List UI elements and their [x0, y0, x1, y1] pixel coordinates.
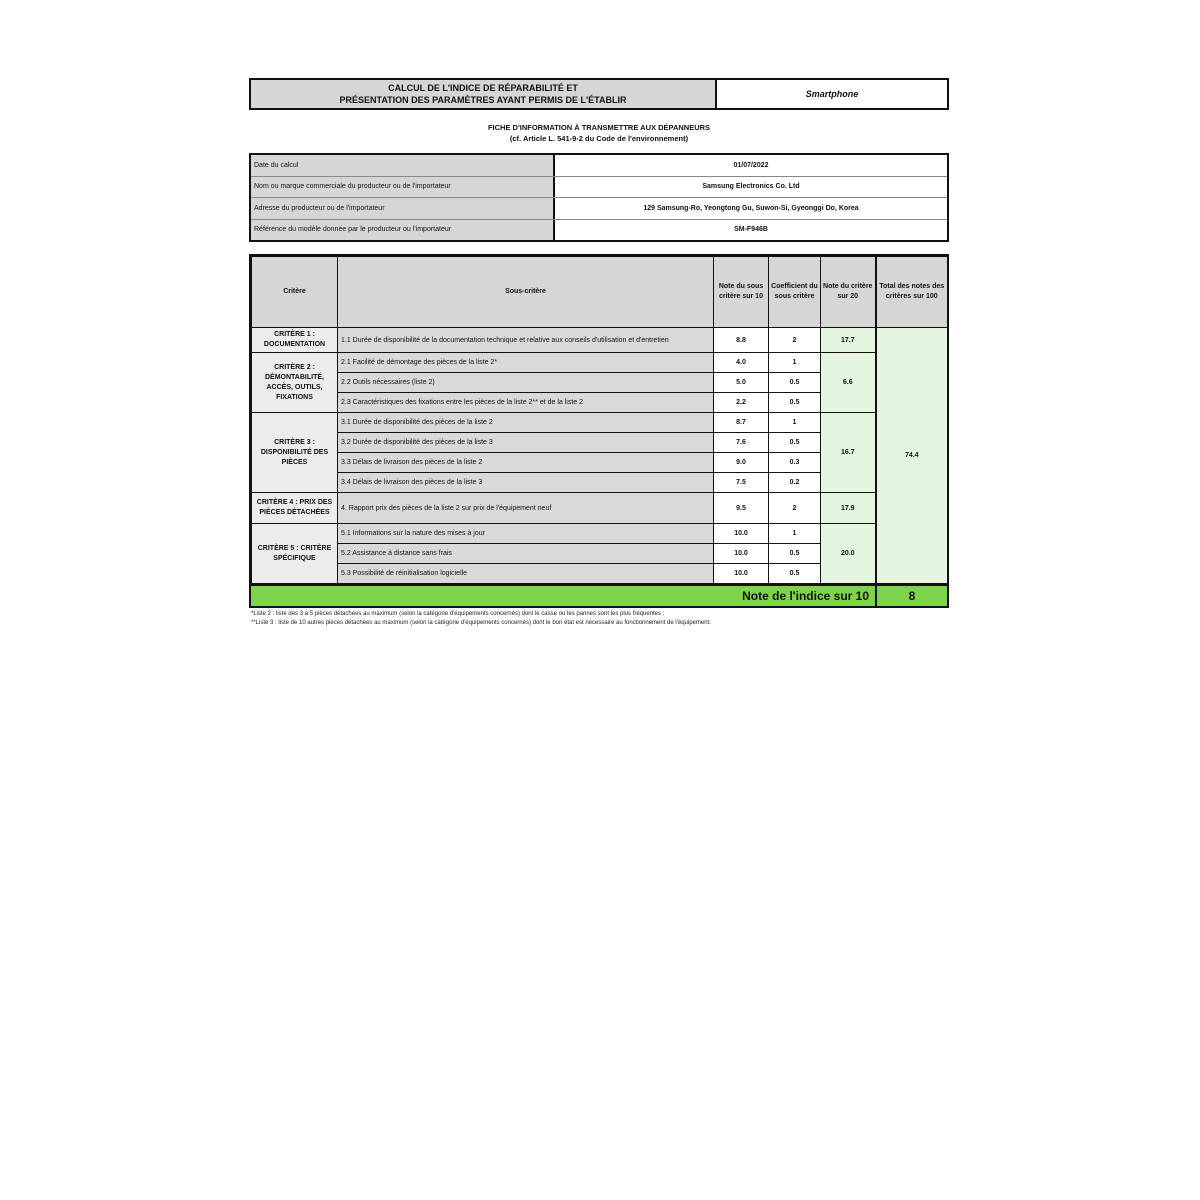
subcriterion-coef: 0.5 — [769, 433, 821, 453]
subcriterion-note: 10.0 — [714, 524, 769, 544]
index-score-bar — [251, 584, 947, 606]
info-label: Date du calcul — [251, 155, 555, 176]
subcriterion-coef: 0.5 — [769, 544, 821, 564]
producer-info-table — [249, 153, 949, 242]
repairability-sheet — [249, 78, 949, 628]
header-total: Total des notes des critères sur 100 — [876, 257, 948, 328]
subcriterion-coef: 2 — [769, 493, 821, 524]
subcriterion-label: 3.4 Délais de livraison des pièces de la liste 3 — [338, 473, 714, 493]
info-row — [251, 197, 947, 219]
subcriterion-label: 2.2 Outils nécessaires (liste 2) — [338, 373, 714, 393]
subcriterion-coef: 1 — [769, 413, 821, 433]
subcriterion-label: 2.1 Facilité de démontage des pièces de la liste 2* — [338, 353, 714, 373]
table-row — [252, 413, 948, 433]
criterion-name: CRITÈRE 3 : DISPONIBILITÉ DES PIÈCES — [252, 413, 338, 493]
product-category: Smartphone — [805, 89, 859, 99]
subcriterion-note: 7.6 — [714, 433, 769, 453]
subcriterion-note: 8.7 — [714, 413, 769, 433]
info-value: SM-F946B — [734, 226, 768, 234]
criterion-score: 6.6 — [821, 353, 876, 413]
info-value: 129 Samsung-Ro, Yeongtong Gu, Suwon-Si, Gyeonggi Do, Korea — [643, 204, 859, 212]
title-line-2: PRÉSENTATION DES PARAMÈTRES AYANT PERMIS DE L'ÉTABLIR — [339, 95, 627, 105]
title-block — [251, 80, 717, 108]
subcriterion-label: 5.2 Assistance à distance sans frais — [338, 544, 714, 564]
criterion-name: CRITÈRE 5 : CRITÈRE SPÉCIFIQUE — [252, 524, 338, 584]
index-score-label: Note de l'indice sur 10 — [251, 586, 877, 606]
subcriterion-note: 9.0 — [714, 453, 769, 473]
criterion-name: CRITÈRE 2 : DÉMONTABILITÉ, ACCÈS, OUTILS, FIXATIONS — [252, 353, 338, 413]
info-row — [251, 176, 947, 198]
criterion-score: 20.0 — [821, 524, 876, 584]
fiche-heading — [249, 122, 949, 144]
subcriterion-note: 5.0 — [714, 373, 769, 393]
criteria-table — [249, 254, 949, 608]
subcriterion-coef: 0.5 — [769, 393, 821, 413]
table-row — [252, 493, 948, 524]
header-coef: Coefficient du sous critère — [769, 257, 821, 328]
table-row — [252, 524, 948, 544]
index-score-value: 8 — [908, 589, 916, 603]
subcriterion-note: 4.0 — [714, 353, 769, 373]
subcriterion-note: 7.5 — [714, 473, 769, 493]
criterion-score: 16.7 — [821, 413, 876, 493]
title-box — [249, 78, 949, 110]
subcriterion-note: 10.0 — [714, 564, 769, 584]
info-value: 01/07/2022 — [733, 161, 769, 169]
table-row — [252, 328, 948, 353]
criterion-score: 17.9 — [821, 493, 876, 524]
footnotes — [249, 610, 949, 628]
subcriterion-label: 5.3 Possibilité de réinitialisation logicielle — [338, 564, 714, 584]
info-value: Samsung Electronics Co. Ltd — [702, 183, 800, 191]
criterion-score: 17.7 — [821, 328, 876, 353]
header-subcriteria: Sous-critère — [338, 257, 714, 328]
table-row — [252, 353, 948, 373]
info-row — [251, 219, 947, 241]
subcriterion-coef: 0.2 — [769, 473, 821, 493]
table-header-row — [252, 257, 948, 328]
fiche-line-1: FICHE D'INFORMATION À TRANSMETTRE AUX DÉPANNEURS — [487, 123, 711, 132]
title-line-1: CALCUL DE L'INDICE DE RÉPARABILITÉ ET — [388, 83, 578, 93]
footnote: *Liste 2 : liste des 3 à 5 pièces détachées au maximum (selon la catégorie d'équipements concernés) dont le casse ou les pannes sont les plus fréquentes ; — [251, 611, 665, 617]
subcriterion-label: 1.1 Durée de disponibilité de la documentation technique et relative aux conseils d'utilisation et d'entretien — [338, 328, 714, 353]
subcriterion-coef: 1 — [769, 353, 821, 373]
subcriterion-label: 3.2 Durée de disponibilité des pièces de la liste 3 — [338, 433, 714, 453]
subcriterion-note: 8.8 — [714, 328, 769, 353]
subcriterion-coef: 0.3 — [769, 453, 821, 473]
subcriterion-note: 2.2 — [714, 393, 769, 413]
criterion-name: CRITÈRE 1 : DOCUMENTATION — [252, 328, 338, 353]
header-criteria: Critère — [252, 257, 338, 328]
fiche-line-2: (cf. Article L. 541-9-2 du Code de l'environnement) — [509, 134, 689, 143]
subcriterion-label: 3.1 Durée de disponibilité des pièces de la liste 2 — [338, 413, 714, 433]
info-label: Adresse du producteur ou de l'importateur — [251, 198, 555, 219]
subcriterion-note: 10.0 — [714, 544, 769, 564]
subcriterion-coef: 0.5 — [769, 373, 821, 393]
subcriterion-label: 2.3 Caractéristiques des fixations entre les pièces de la liste 2** et de la liste 2 — [338, 393, 714, 413]
subcriterion-label: 3.3 Délais de livraison des pièces de la liste 2 — [338, 453, 714, 473]
footnote: **Liste 3 : liste de 10 autres pièces détachées au maximum (selon la catégorie d'équipements concernés) dont le bon état est nécessaire au fonctionnement de l'équipement. — [251, 620, 711, 626]
total-score: 74.4 — [876, 328, 948, 584]
info-label: Référence du modèle donnée par le producteur ou l'importateur — [251, 220, 555, 241]
subcriterion-coef: 0.5 — [769, 564, 821, 584]
subcriterion-note: 9.5 — [714, 493, 769, 524]
criterion-name: CRITÈRE 4 : PRIX DES PIÈCES DÉTACHÉES — [252, 493, 338, 524]
header-score: Note du critère sur 20 — [821, 257, 876, 328]
info-label: Nom ou marque commerciale du producteur ou de l'importateur — [251, 177, 555, 198]
subcriterion-label: 4. Rapport prix des pièces de la liste 2 sur prix de l'équipement neuf — [338, 493, 714, 524]
info-row — [251, 155, 947, 176]
header-note: Note du sous critère sur 10 — [714, 257, 769, 328]
subcriterion-coef: 2 — [769, 328, 821, 353]
subcriterion-label: 5.1 Informations sur la nature des mises à jour — [338, 524, 714, 544]
subcriterion-coef: 1 — [769, 524, 821, 544]
